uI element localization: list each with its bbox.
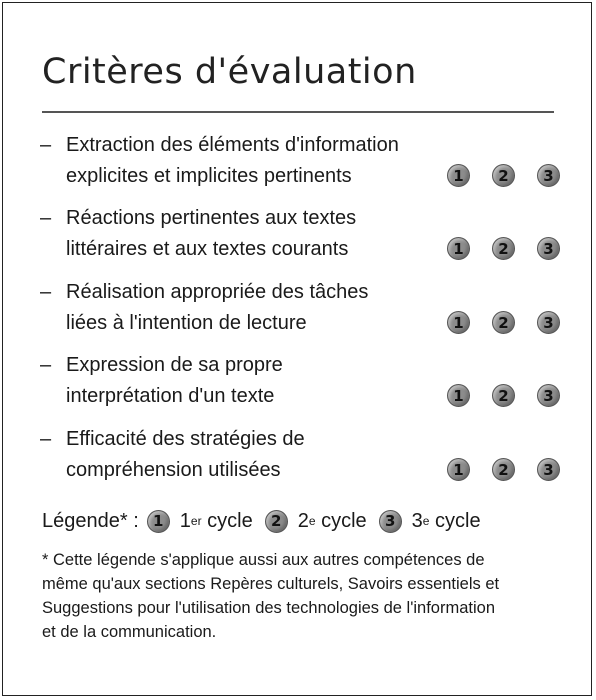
- cycle-badges: [447, 311, 560, 334]
- title-divider: [42, 111, 554, 113]
- cycle-3-icon: 3: [537, 237, 560, 260]
- legend-ordinal-suffix: er: [190, 514, 202, 528]
- legend-label: Légende* :: [42, 510, 139, 532]
- cycle-2-icon: 2: [492, 164, 515, 187]
- criterion-line: compréhension utilisées: [66, 459, 281, 481]
- dash-bullet: –: [40, 281, 52, 303]
- dash-bullet: –: [40, 428, 52, 450]
- legend-ordinal: 1: [179, 510, 191, 532]
- cycle-1-icon: 1: [447, 458, 470, 481]
- criterion-line: Extraction des éléments d'information: [66, 134, 399, 156]
- criterion-line: littéraires et aux textes courants: [66, 238, 349, 260]
- legend-item: [371, 506, 481, 536]
- criterion-line: liées à l'intention de lecture: [66, 312, 307, 334]
- legend-word: cycle: [435, 510, 481, 532]
- legend-ordinal-suffix: e: [422, 514, 430, 528]
- cycle-1-icon: 1: [447, 164, 470, 187]
- legend-word: cycle: [321, 510, 367, 532]
- legend-ordinal-suffix: e: [308, 514, 316, 528]
- cycle-badges: [447, 458, 560, 481]
- legend-word: cycle: [207, 510, 253, 532]
- criterion-text: [66, 350, 446, 412]
- criterion-text: [66, 130, 446, 192]
- cycle-3-icon: 3: [537, 384, 560, 407]
- cycle-1-icon: 1: [447, 384, 470, 407]
- criterion-text: [66, 203, 446, 265]
- cycle-badges: [447, 164, 560, 187]
- cycle-2-icon: 2: [492, 458, 515, 481]
- legend-item: [257, 506, 367, 536]
- legend-ordinal: 3: [411, 510, 423, 532]
- legend: [42, 506, 485, 536]
- footnote: [42, 548, 562, 644]
- dash-bullet: –: [40, 207, 52, 229]
- cycle-3-icon: 3: [537, 458, 560, 481]
- footnote-line: même qu'aux sections Repères culturels, Savoirs essentiels et: [42, 575, 500, 593]
- cycle-badges: [447, 237, 560, 260]
- footnote-line: et de la communication.: [42, 623, 217, 641]
- criterion-line: interprétation d'un texte: [66, 385, 275, 407]
- cycle-1-icon: 1: [147, 510, 170, 533]
- criterion-line: explicites et implicites pertinents: [66, 165, 352, 187]
- criterion-line: Expression de sa propre: [66, 354, 283, 376]
- footnote-line: Suggestions pour l'utilisation des technologies de l'information: [42, 599, 495, 617]
- cycle-3-icon: 3: [537, 164, 560, 187]
- criterion-line: Réactions pertinentes aux textes: [66, 207, 357, 229]
- cycle-2-icon: 2: [492, 384, 515, 407]
- cycle-2-icon: 2: [492, 311, 515, 334]
- cycle-1-icon: 1: [447, 237, 470, 260]
- cycle-badges: [447, 384, 560, 407]
- cycle-3-icon: 3: [537, 311, 560, 334]
- cycle-1-icon: 1: [447, 311, 470, 334]
- legend-ordinal: 2: [297, 510, 309, 532]
- criterion-line: Réalisation appropriée des tâches: [66, 281, 369, 303]
- cycle-3-icon: 3: [379, 510, 402, 533]
- page-title: Critères d'évaluation: [42, 52, 417, 92]
- criterion-line: Efficacité des stratégies de: [66, 428, 305, 450]
- cycle-2-icon: 2: [265, 510, 288, 533]
- criterion-text: [66, 424, 446, 486]
- dash-bullet: –: [40, 354, 52, 376]
- cycle-2-icon: 2: [492, 237, 515, 260]
- dash-bullet: –: [40, 134, 52, 156]
- criterion-text: [66, 277, 446, 339]
- footnote-line: * Cette légende s'applique aussi aux autres compétences de: [42, 551, 485, 569]
- legend-item: [139, 506, 253, 536]
